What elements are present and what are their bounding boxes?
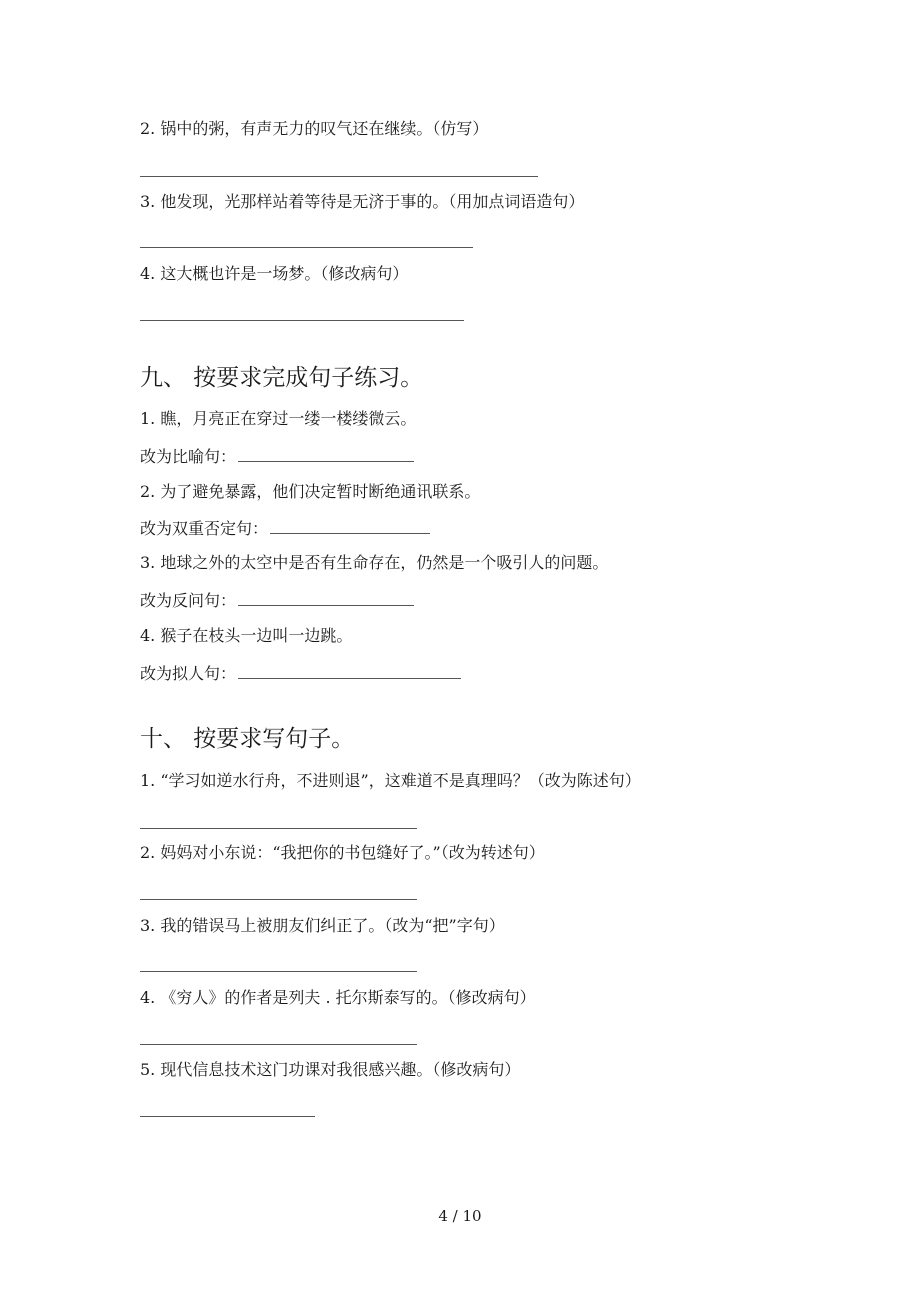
s8-answer-line-3[interactable] [140, 247, 473, 248]
section-9-heading: 九、 按要求完成句子练习。 [140, 365, 424, 391]
s10-answer-line-5[interactable] [140, 1116, 315, 1117]
s8-question-2: 2. 锅中的粥，有声无力的叹气还在继续。（仿写） [140, 119, 489, 138]
page-number: 4 / 10 [438, 1207, 482, 1225]
s9-answer-blank-3[interactable] [238, 590, 414, 606]
s9-answer-blank-1[interactable] [238, 446, 414, 462]
s10-question-2: 2. 妈妈对小东说：“我把你的书包缝好了。”（改为转述句） [140, 843, 545, 862]
s10-question-1: 1. “学习如逆水行舟，不进则退”，这难道不是真理吗？（改为陈述句） [140, 771, 641, 790]
s9-sentence-3: 3. 地球之外的太空中是否有生命存在，仍然是一个吸引人的问题。 [140, 553, 609, 572]
s8-question-3: 3. 他发现，光那样站着等待是无济于事的。（用加点词语造句） [140, 192, 585, 211]
s10-answer-line-3[interactable] [140, 971, 417, 972]
s9-answer-blank-4[interactable] [238, 663, 461, 679]
s9-sentence-2: 2. 为了避免暴露，他们决定暂时断绝通讯联系。 [140, 482, 481, 501]
s9-answer-blank-2[interactable] [270, 518, 430, 534]
s10-answer-line-2[interactable] [140, 899, 417, 900]
s9-task-2: 改为双重否定句： [140, 518, 430, 539]
s9-sentence-4: 4. 猴子在枝头一边叫一边跳。 [140, 626, 353, 645]
s10-question-5: 5. 现代信息技术这门功课对我很感兴趣。（修改病句） [140, 1060, 521, 1079]
s8-answer-line-4[interactable] [140, 320, 464, 321]
s8-question-4: 4. 这大概也许是一场梦。（修改病句） [140, 264, 409, 283]
s10-answer-line-4[interactable] [140, 1044, 417, 1045]
s9-task-1: 改为比喻句： [140, 446, 414, 467]
s10-question-4: 4. 《穷人》的作者是列夫 . 托尔斯泰写的。（修改病句） [140, 988, 536, 1007]
s9-task-4: 改为拟人句： [140, 663, 461, 684]
s10-question-3: 3. 我的错误马上被朋友们纠正了。（改为“把”字句） [140, 916, 505, 935]
s10-answer-line-1[interactable] [140, 828, 417, 829]
s9-sentence-1: 1. 瞧，月亮正在穿过一缕一楼缕微云。 [140, 409, 417, 428]
section-10-heading: 十、 按要求写句子。 [140, 726, 355, 752]
s8-answer-line-2[interactable] [140, 176, 538, 177]
s9-task-3: 改为反问句： [140, 590, 414, 611]
